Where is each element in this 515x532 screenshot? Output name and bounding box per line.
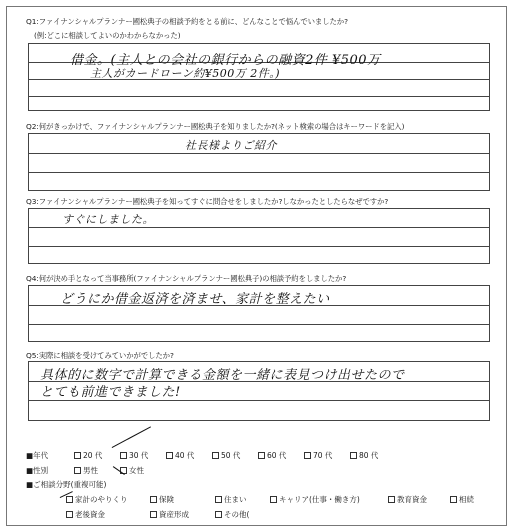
gender-option-male[interactable]: 男性 — [74, 465, 98, 476]
checkbox[interactable] — [66, 496, 73, 503]
checkbox[interactable] — [215, 496, 222, 503]
field-option-housing[interactable]: 住まい — [215, 494, 247, 505]
checkbox[interactable] — [150, 511, 157, 518]
q3-label: Q3:ファイナンシャルプランナー國松典子を知ってすぐに問合せをしましたか?しなかったとしたらなぜですか? — [26, 197, 389, 206]
q1-answer-line-2: 主人がカードローン約¥500万 2件。) — [90, 67, 281, 80]
q5-answer-line-1: 具体的に数字で計算できる金額を一緒に表見つけ出せたので — [40, 368, 405, 383]
age-option-20[interactable]: 20 代 — [74, 450, 102, 461]
age-section-label: ■年代 — [26, 451, 49, 460]
checkbox[interactable] — [150, 496, 157, 503]
q4-answer: どうにか借金返済を済ませ、家計を整えたい — [60, 292, 330, 307]
field-option-career[interactable]: キャリア(仕事・働き方) — [270, 494, 360, 505]
q2-label: Q2:何がきっかけで、ファイナンシャルプランナー國松典子を知りましたか?(ネット検索の場合はキーワードを記入) — [26, 122, 405, 131]
q1-label: Q1:ファイナンシャルプランナー國松典子の相談予約をとる前に、どんなことで悩んでいましたか? — [26, 17, 348, 26]
checkbox[interactable] — [66, 511, 73, 518]
q1-answer-line-1: 借金。(主人との会社の銀行からの融資2件 ¥500万 — [70, 53, 381, 68]
checkbox[interactable] — [304, 452, 311, 459]
checkbox[interactable] — [166, 452, 173, 459]
checkbox[interactable] — [388, 496, 395, 503]
age-option-60[interactable]: 60 代 — [258, 450, 286, 461]
checkbox[interactable] — [74, 452, 81, 459]
checkbox[interactable] — [450, 496, 457, 503]
checkbox[interactable] — [270, 496, 277, 503]
gender-section-label: ■性別 — [26, 466, 49, 475]
age-option-70[interactable]: 70 代 — [304, 450, 332, 461]
field-option-inheritance[interactable]: 相続 — [450, 494, 474, 505]
field-option-education[interactable]: 教育資金 — [388, 494, 427, 505]
fields-section-label: ■ご相談分野(重複可能) — [26, 480, 107, 489]
age-option-40[interactable]: 40 代 — [166, 450, 194, 461]
field-option-retirement[interactable]: 老後資金 — [66, 509, 105, 520]
field-option-asset-building[interactable]: 資産形成 — [150, 509, 189, 520]
q5-label: Q5:実際に相談を受けてみていかがでしたか? — [26, 351, 174, 360]
age-option-50[interactable]: 50 代 — [212, 450, 240, 461]
field-option-insurance[interactable]: 保険 — [150, 494, 174, 505]
age-option-80[interactable]: 80 代 — [350, 450, 378, 461]
q1-hint: (例:どこに相談してよいのかわからなかった) — [34, 31, 181, 40]
checkbox[interactable] — [258, 452, 265, 459]
q5-answer-line-2: とても前進できました! — [40, 385, 181, 400]
checkbox[interactable] — [350, 452, 357, 459]
q3-answer: すぐにしました。 — [62, 213, 154, 226]
q2-answer: 社長様よりご紹介 — [185, 139, 277, 152]
field-option-other[interactable]: その他( — [215, 509, 249, 520]
checkbox[interactable] — [74, 467, 81, 474]
q4-label: Q4:何が決め手となって当事務所(ファイナンシャルプランナー國松典子)の相談予約をしましたか? — [26, 274, 347, 283]
gender-option-female[interactable]: 女性 — [120, 465, 144, 476]
age-option-30[interactable]: 30 代 — [120, 450, 148, 461]
checkbox[interactable] — [215, 511, 222, 518]
field-option-household[interactable]: 家計のやりくり — [66, 494, 128, 505]
checkbox[interactable] — [120, 452, 127, 459]
checkbox[interactable] — [212, 452, 219, 459]
